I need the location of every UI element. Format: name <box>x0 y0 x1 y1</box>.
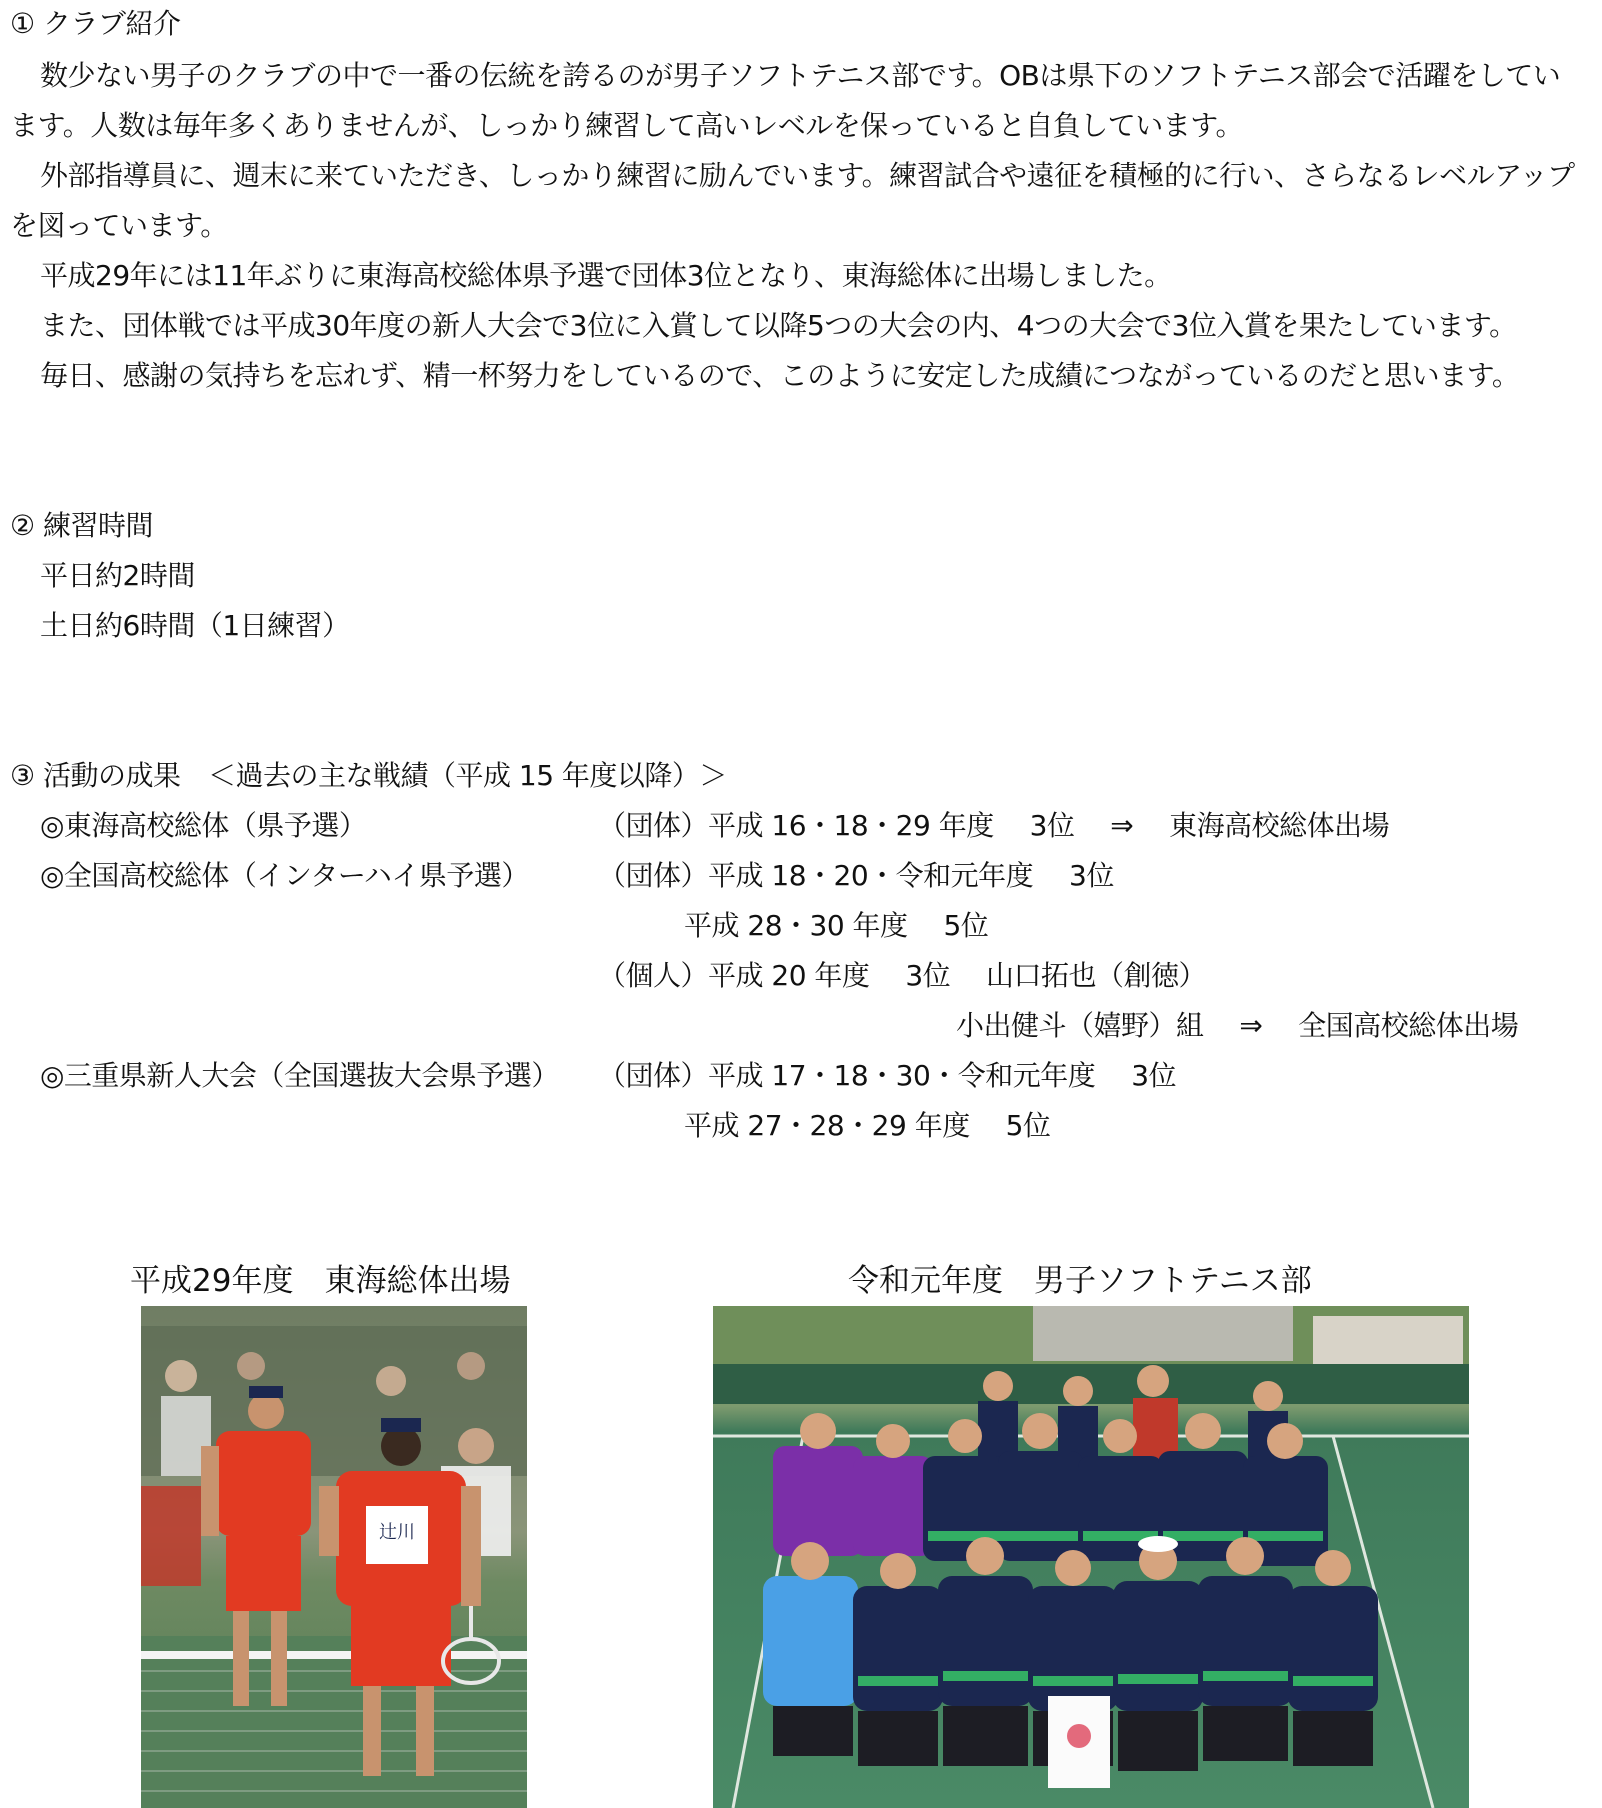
paragraph-line: ます。人数は毎年多くありませんが、しっかり練習して高いレベルを保っていると自負しています。 <box>10 109 1244 142</box>
tournament-result: （個人）平成 20 年度 3位 山口拓也（創徳） <box>598 959 1207 992</box>
svg-text:辻川: 辻川 <box>379 1522 415 1543</box>
photo-caption-right: 令和元年度 男子ソフトテニス部 <box>848 1263 1312 1299</box>
photo-caption-left: 平成29年度 東海総体出場 <box>130 1263 511 1299</box>
section-heading-club-intro: ① クラブ紹介 <box>10 7 181 40</box>
photo-team-group-image <box>713 1306 1469 1808</box>
paragraph-line: 外部指導員に、週末に来ていただき、しっかり練習に励んでいます。練習試合や遠征を積極的に行い、さらなるレベルアップ <box>40 159 1575 192</box>
section-heading-practice-time: ② 練習時間 <box>10 509 154 542</box>
tournament-result: 平成 27・28・29 年度 5位 <box>684 1109 1051 1142</box>
paragraph-line: 平成29年には11年ぶりに東海高校総体県予選で団体3位となり、東海総体に出場しました。 <box>40 259 1172 292</box>
tournament-name: ◎三重県新人大会（全国選抜大会県予選） <box>40 1059 559 1092</box>
practice-weekday: 平日約2時間 <box>40 559 195 592</box>
paragraph-line: また、団体戦では平成30年度の新人大会で3位に入賞して以降5つの大会の内、4つの大会で3位入賞を果たしています。 <box>40 309 1517 342</box>
tournament-result: （団体）平成 17・18・30・令和元年度 3位 <box>598 1059 1177 1092</box>
paragraph-line: 数少ない男子のクラブの中で一番の伝統を誇るのが男子ソフトテニス部です。OBは県下のソフトテニス部会で活躍をしてい <box>40 59 1561 92</box>
paragraph-line: 毎日、感謝の気持ちを忘れず、精一杯努力をしているので、このように安定した成績につながっているのだと思います。 <box>40 359 1520 392</box>
tournament-result: 平成 28・30 年度 5位 <box>684 909 989 942</box>
tournament-result: （団体）平成 18・20・令和元年度 3位 <box>598 859 1114 892</box>
tournament-name: ◎東海高校総体（県予選） <box>40 809 367 842</box>
tournament-name: ◎全国高校総体（インターハイ県予選） <box>40 859 529 892</box>
section-heading-results: ③ 活動の成果 ＜過去の主な戦績（平成 15 年度以降）＞ <box>10 759 727 792</box>
photo-tournament-match-image <box>141 1306 527 1808</box>
paragraph-line: を図っています。 <box>10 209 228 242</box>
practice-weekend: 土日約6時間（1日練習） <box>40 609 350 642</box>
photo-team-group <box>713 1306 1469 1808</box>
photo-tournament-match <box>141 1306 527 1808</box>
tournament-result: 小出健斗（嬉野）組 ⇒ 全国高校総体出場 <box>956 1009 1519 1042</box>
tournament-result: （団体）平成 16・18・29 年度 3位 ⇒ 東海高校総体出場 <box>598 809 1390 842</box>
